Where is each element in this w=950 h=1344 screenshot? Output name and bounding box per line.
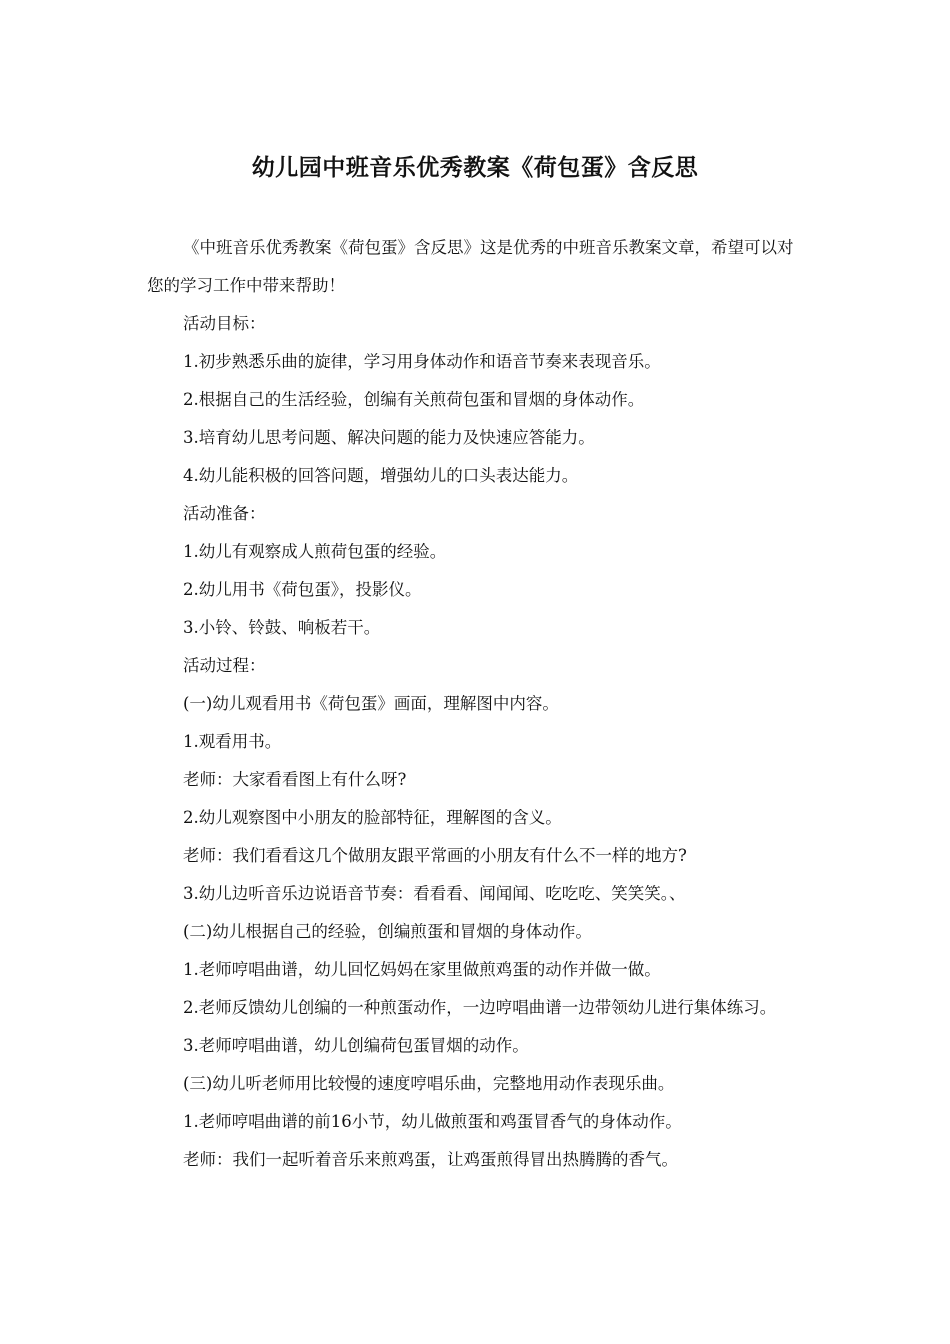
process-item: 2.幼儿观察图中小朋友的脸部特征，理解图的含义。	[183, 808, 562, 827]
teacher-line: 老师：我们一起听着音乐来煎鸡蛋，让鸡蛋煎得冒出热腾腾的香气。	[183, 1150, 678, 1169]
process-step-heading: (二)幼儿根据自己的经验，创编煎蛋和冒烟的身体动作。	[183, 922, 592, 941]
section-heading-process: 活动过程：	[183, 656, 266, 675]
process-item: 1.老师哼唱曲谱的前16小节，幼儿做煎蛋和鸡蛋冒香气的身体动作。	[183, 1112, 682, 1131]
process-item: 3.幼儿边听音乐边说语音节奏：看看看、闻闻闻、吃吃吃、笑笑笑。、	[183, 884, 686, 903]
goal-item: 4.幼儿能积极的回答问题，增强幼儿的口头表达能力。	[183, 466, 579, 485]
goal-item: 2.根据自己的生活经验，创编有关煎荷包蛋和冒烟的身体动作。	[183, 390, 645, 409]
process-item: 3.老师哼唱曲谱，幼儿创编荷包蛋冒烟的动作。	[183, 1036, 529, 1055]
intro-paragraph: 《中班音乐优秀教案《荷包蛋》含反思》这是优秀的中班音乐教案文章，希望可以对您的学习工作中带来帮助！	[147, 238, 794, 295]
process-item: 1.观看用书。	[183, 732, 282, 751]
section-heading-preparation: 活动准备：	[183, 504, 266, 523]
preparation-item: 3.小铃、铃鼓、响板若干。	[183, 618, 381, 637]
teacher-line: 老师：大家看看图上有什么呀?	[183, 770, 407, 789]
process-step-heading: (一)幼儿观看用书《荷包蛋》画面，理解图中内容。	[183, 694, 559, 713]
process-item: 1.老师哼唱曲谱，幼儿回忆妈妈在家里做煎鸡蛋的动作并做一做。	[183, 960, 661, 979]
document-title: 幼儿园中班音乐优秀教案《荷包蛋》含反思	[251, 155, 699, 181]
process-step-heading: (三)幼儿听老师用比较慢的速度哼唱乐曲，完整地用动作表现乐曲。	[183, 1074, 675, 1093]
preparation-item: 2.幼儿用书《荷包蛋》，投影仪。	[183, 580, 422, 599]
teacher-line: 老师：我们看看这几个做朋友跟平常画的小朋友有什么不一样的地方?	[183, 846, 687, 865]
document-body	[147, 229, 807, 1179]
section-heading-goals: 活动目标：	[183, 314, 266, 333]
goal-item: 1.初步熟悉乐曲的旋律，学习用身体动作和语音节奏来表现音乐。	[183, 352, 661, 371]
preparation-item: 1.幼儿有观察成人煎荷包蛋的经验。	[183, 542, 447, 561]
goal-item: 3.培育幼儿思考问题、解决问题的能力及快速应答能力。	[183, 428, 595, 447]
process-item: 2.老师反馈幼儿创编的一种煎蛋动作，一边哼唱曲谱一边带领幼儿进行集体练习。	[183, 998, 777, 1017]
